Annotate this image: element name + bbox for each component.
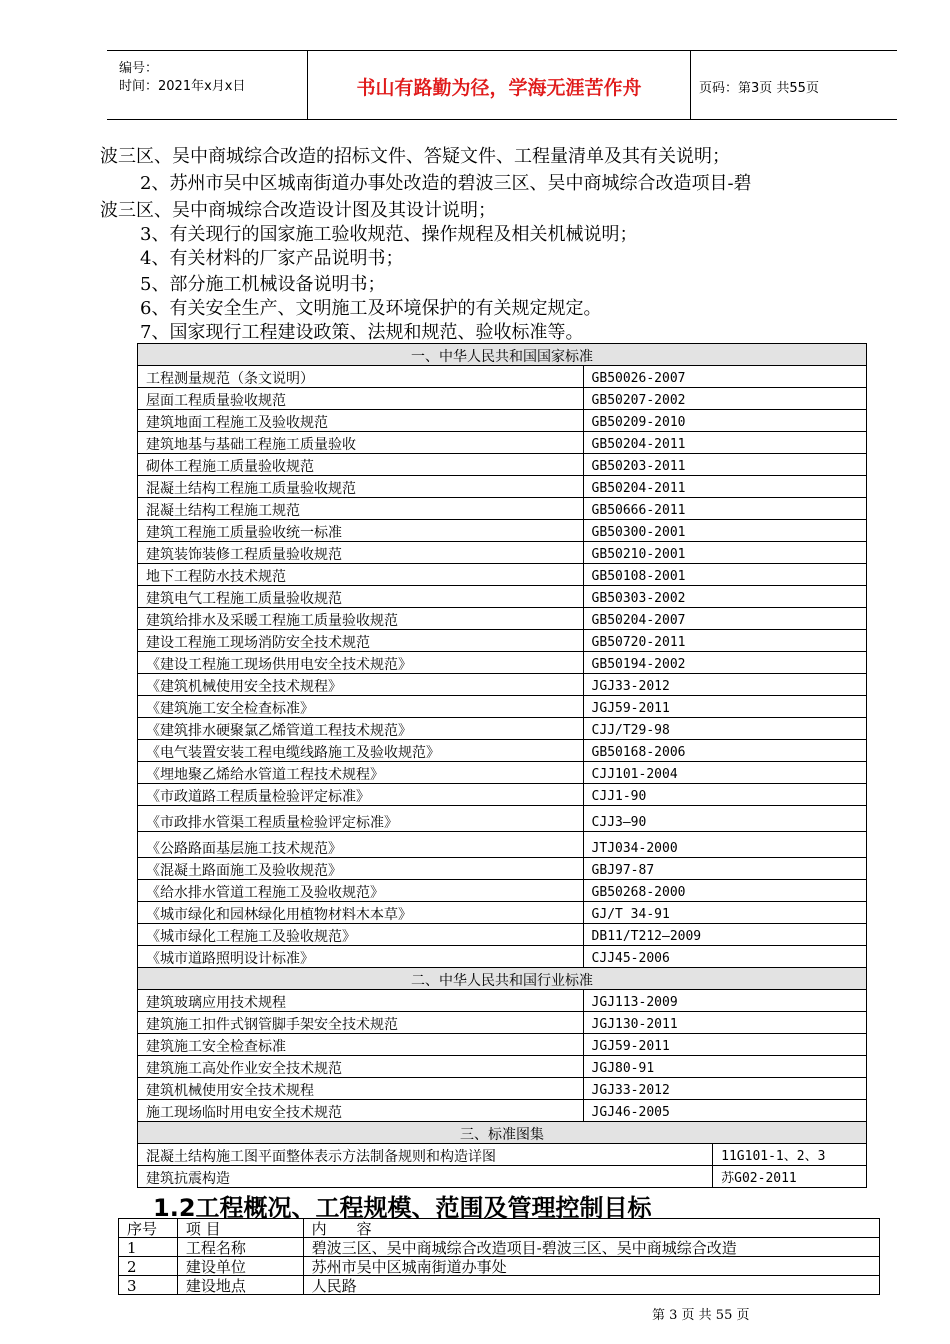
standard-name: 建筑装饰装修工程质量验收规范 [138,542,584,564]
overview-row [119,1238,880,1257]
overview-cell: 工程名称 [177,1238,303,1257]
standard-name: 施工现场临时用电安全技术规范 [138,1100,584,1122]
standard-code: GB50720-2011 [583,630,866,652]
standards-row [138,630,867,652]
standard-name: 混凝土结构施工图平面整体表示方法制备规则和构造详图 [138,1144,713,1166]
standard-code: GB50026-2007 [583,366,866,388]
overview-header-cell: 序号 [119,1219,178,1238]
project-overview-table [118,1218,880,1295]
document-number-label: 编号： [119,61,159,76]
standards-row [138,520,867,542]
standard-code: JTJ034-2000 [583,832,866,858]
standard-code: GB50300-2001 [583,520,866,542]
standards-section-row [138,344,867,366]
standard-name: 建筑机械使用安全技术规程 [138,1078,584,1100]
document-time-label: 时间：2021年x月x日 [119,79,246,94]
standard-name: 《给水排水管道工程施工及验收规范》 [138,880,584,902]
body-line: 5、部分施工机械设备说明书； [140,274,386,295]
standards-row [138,924,867,946]
standard-name: 《城市绿化工程施工及验收规范》 [138,924,584,946]
standard-code: JGJ113-2009 [583,990,866,1012]
standard-code: JGJ33-2012 [583,1078,866,1100]
body-line: 6、有关安全生产、文明施工及环境保护的有关规定规定。 [140,298,602,319]
overview-row [119,1276,880,1295]
standard-name: 屋面工程质量验收规范 [138,388,584,410]
standard-name: 建筑工程施工质量验收统一标准 [138,520,584,542]
standards-row [138,784,867,806]
standard-name: 《建筑机械使用安全技术规程》 [138,674,584,696]
standards-row [138,586,867,608]
standards-row [138,740,867,762]
standards-section-title: 三、标准图集 [138,1122,867,1144]
standards-row [138,832,867,858]
standard-name: 《电气装置安装工程电缆线路施工及验收规范》 [138,740,584,762]
body-line: 3、有关现行的国家施工验收规范、操作规程及相关机械说明； [140,224,638,245]
standard-name: 建筑地面工程施工及验收规范 [138,410,584,432]
standard-code: GB50209-2010 [583,410,866,432]
header-page-label: 页码：第3页 共55页 [699,81,819,96]
standards-row [138,476,867,498]
standards-row [138,366,867,388]
standards-row [138,762,867,784]
standard-name: 建筑施工安全检查标准 [138,1034,584,1056]
standard-code: GB50210-2001 [583,542,866,564]
standard-code: GB50108-2001 [583,564,866,586]
standard-name: 建筑施工扣件式钢管脚手架安全技术规范 [138,1012,584,1034]
standard-code: CJJ1-90 [583,784,866,806]
standard-name: 建筑电气工程施工质量验收规范 [138,586,584,608]
standard-code: GB50204-2007 [583,608,866,630]
standard-name: 《城市道路照明设计标准》 [138,946,584,968]
standards-row [138,1012,867,1034]
body-line: 波三区、吴中商城综合改造的招标文件、答疑文件、工程量清单及其有关说明； [100,146,730,167]
header-info-cell [107,51,308,119]
standards-row [138,454,867,476]
standard-name: 建筑地基与基础工程施工质量验收 [138,432,584,454]
standard-code: 苏G02-2011 [713,1166,867,1188]
standard-name: 建筑抗震构造 [138,1166,713,1188]
standard-name: 《建设工程施工现场供用电安全技术规范》 [138,652,584,674]
standard-code: JGJ33-2012 [583,674,866,696]
standard-code: GJ/T 34-91 [583,902,866,924]
standard-code: CJJ101-2004 [583,762,866,784]
header-motto-cell [308,51,691,119]
standards-row [138,858,867,880]
standard-code: JGJ46-2005 [583,1100,866,1122]
body-line: 2、苏州市吴中区城南街道办事处改造的碧波三区、吴中商城综合改造项目-碧 [140,173,752,194]
standard-name: 《埋地聚乙烯给水管道工程技术规程》 [138,762,584,784]
standards-row [138,806,867,832]
standard-name: 建筑给排水及采暖工程施工质量验收规范 [138,608,584,630]
standards-row [138,1056,867,1078]
overview-cell: 碧波三区、吴中商城综合改造项目-碧波三区、吴中商城综合改造 [303,1238,879,1257]
overview-cell: 建设单位 [177,1257,303,1276]
header-motto: 书山有路勤为径，学海无涯苦作舟 [356,77,642,99]
overview-cell: 建设地点 [177,1276,303,1295]
standard-code: GB50207-2002 [583,388,866,410]
standards-row [138,1034,867,1056]
standard-name: 《城市绿化和园林绿化用植物材料木本草》 [138,902,584,924]
standards-row [138,902,867,924]
overview-row [119,1257,880,1276]
standard-code: CJJ/T29-98 [583,718,866,740]
standard-name: 地下工程防水技术规范 [138,564,584,586]
standards-section-row [138,1122,867,1144]
standard-name: 《市政排水管渠工程质量检验评定标准》 [138,806,584,832]
standards-row [138,990,867,1012]
standards-row [138,718,867,740]
standard-name: 《混凝土路面施工及验收规范》 [138,858,584,880]
standards-row [138,542,867,564]
standard-code: GB50666-2011 [583,498,866,520]
standards-row [138,564,867,586]
standard-name: 混凝土结构工程施工质量验收规范 [138,476,584,498]
body-line: 4、有关材料的厂家产品说明书； [140,248,404,269]
standard-code: CJJ3—90 [583,806,866,832]
standards-table [137,343,867,1188]
standards-row [138,432,867,454]
overview-header-cell: 项 目 [177,1219,303,1238]
overview-cell: 3 [119,1276,178,1295]
standards-row [138,1166,867,1188]
standards-row [138,498,867,520]
standards-row [138,696,867,718]
standards-row [138,410,867,432]
standard-code: GB50204-2011 [583,432,866,454]
standard-code: JGJ59-2011 [583,1034,866,1056]
standard-name: 《建筑施工安全检查标准》 [138,696,584,718]
section-heading: 1.2工程概况、工程规模、范围及管理控制目标 [153,1194,652,1222]
page-footer: 第 3 页 共 55 页 [652,1308,750,1323]
standard-code: GB50268-2000 [583,880,866,902]
overview-header-cell: 内 容 [303,1219,879,1238]
standard-code: JGJ80-91 [583,1056,866,1078]
standard-code: JGJ59-2011 [583,696,866,718]
body-line: 波三区、吴中商城综合改造设计图及其设计说明； [100,200,496,221]
standards-row [138,674,867,696]
standards-row [138,946,867,968]
standard-name: 建筑玻璃应用技术规程 [138,990,584,1012]
standards-row [138,1078,867,1100]
standards-row [138,388,867,410]
standard-code: 11G101-1、2、3 [713,1144,867,1166]
body-line: 7、国家现行工程建设政策、法规和规范、验收标准等。 [140,322,584,343]
standard-name: 《市政道路工程质量检验评定标准》 [138,784,584,806]
standard-name: 《公路路面基层施工技术规范》 [138,832,584,858]
overview-cell: 1 [119,1238,178,1257]
standards-row [138,1100,867,1122]
page-header [107,50,897,120]
standard-name: 砌体工程施工质量验收规范 [138,454,584,476]
standard-code: GB50204-2011 [583,476,866,498]
standard-name: 工程测量规范（条文说明） [138,366,584,388]
overview-cell: 苏州市吴中区城南街道办事处 [303,1257,879,1276]
standard-code: CJJ45-2006 [583,946,866,968]
standard-code: GBJ97-87 [583,858,866,880]
standard-code: DB11/T212—2009 [583,924,866,946]
overview-header-row [119,1219,880,1238]
standard-code: JGJ130-2011 [583,1012,866,1034]
standards-section-title: 二、中华人民共和国行业标准 [138,968,867,990]
standards-row [138,652,867,674]
standards-row [138,1144,867,1166]
standard-name: 建设工程施工现场消防安全技术规范 [138,630,584,652]
standards-row [138,608,867,630]
standard-name: 建筑施工高处作业安全技术规范 [138,1056,584,1078]
standard-name: 《建筑排水硬聚氯乙烯管道工程技术规范》 [138,718,584,740]
standards-row [138,880,867,902]
standards-section-title: 一、中华人民共和国国家标准 [138,344,867,366]
standard-name: 混凝土结构工程施工规范 [138,498,584,520]
standard-code: GB50303-2002 [583,586,866,608]
standards-section-row [138,968,867,990]
standard-code: GB50194-2002 [583,652,866,674]
standard-code: GB50203-2011 [583,454,866,476]
header-page-cell [691,51,897,119]
overview-cell: 2 [119,1257,178,1276]
overview-cell: 人民路 [303,1276,879,1295]
standard-code: GB50168-2006 [583,740,866,762]
